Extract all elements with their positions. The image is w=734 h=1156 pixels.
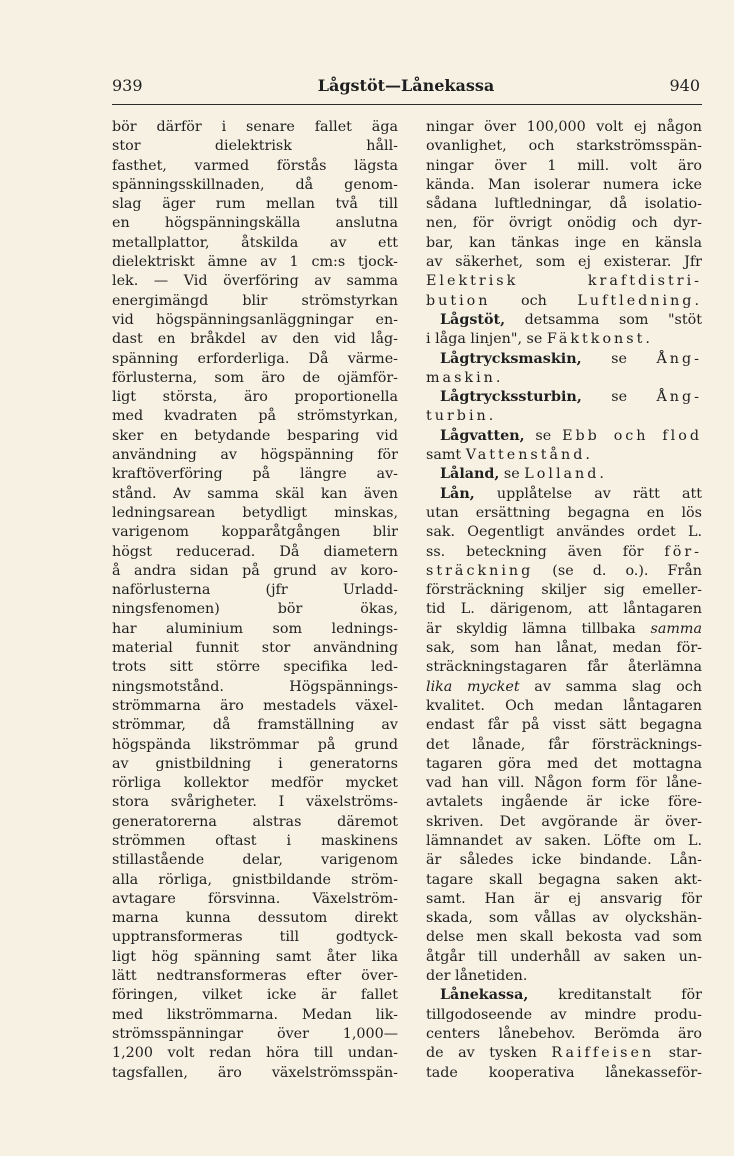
text-line [426, 620, 702, 639]
entry-headword: Lånekassa, [440, 987, 529, 1004]
text-fragment: se [581, 389, 657, 406]
text-line: tade kooperativa lånekasseför- [426, 1064, 702, 1081]
entry-lagvatten [426, 427, 702, 446]
text-fragment: star- [654, 1045, 702, 1062]
text-line: material funnit stor användning [112, 640, 398, 657]
text-line: trots sitt större specifika led- [112, 659, 398, 676]
entry-headword: Lågvatten, [440, 427, 525, 444]
text-line [426, 292, 702, 311]
text-line: Elektrisk kraftdistri- [426, 273, 702, 290]
text-line: upptransformeras till godtyck- [112, 929, 398, 946]
text-line: skada, som vållas av olyckshän- [426, 910, 702, 927]
text-line: tagaren göra med det mottagna [426, 755, 702, 772]
text-fragment: (se d. o.). Från [533, 562, 702, 579]
text-line: alla rörliga, gnistbildande ström- [112, 871, 398, 888]
text-fragment: detsamma som "stöt [505, 311, 702, 328]
text-line: ningsfenomen) bör ökas, [112, 601, 398, 618]
spaced-term: för- [664, 543, 702, 560]
text-line: endast får på visst sätt begagna [426, 717, 702, 734]
text-line: är således icke bindande. Lån- [426, 852, 702, 869]
entry-lanekassa [426, 986, 702, 1005]
text-line: sker en betydande besparing vid [112, 427, 398, 444]
text-line: ovanlighet, och starkströmsspän- [426, 138, 702, 155]
text-line: spänning erforderliga. Då värme- [112, 350, 398, 367]
text-line: avtagare försvinna. Växelström- [112, 890, 398, 907]
text-line: det lånade, får försträcknings- [426, 736, 702, 753]
text-line: stånd. Av samma skäl kan även [112, 485, 398, 502]
text-line: nen, för övrigt onödig och dyr- [426, 215, 702, 232]
text-line: ligt största, äro proportionella [112, 389, 398, 406]
entry-laland [426, 465, 702, 484]
text-line: tagsfallen, äro växelströmsspän- [112, 1064, 398, 1081]
text-line: generatorerna alstras däremot [112, 813, 398, 830]
text-line: kända. Man isolerar numera icke [426, 176, 702, 193]
text-line: lek. — Vid överföring av samma [112, 273, 398, 290]
text-line [426, 543, 702, 562]
text-line: försträckning skiljer sig emeller- [426, 582, 702, 599]
text-line: stillastående delar, varigenom [112, 852, 398, 869]
italic-term: samma [650, 620, 702, 637]
text-fragment: och [490, 292, 578, 309]
text-line: sak. Oegentligt användes ordet L. [426, 524, 702, 541]
text-fragment: i låga linjen", se [426, 331, 547, 348]
text-line: vid högspänningsanläggningar en- [112, 311, 398, 328]
text-line: skriven. Det avgörande är över- [426, 813, 702, 830]
text-line: dielektriskt ämne av 1 cm:s tjock- [112, 254, 398, 271]
text-line: strömsspänningar över 1,000— [112, 1025, 398, 1042]
right-page-number: 940 [669, 76, 700, 95]
text-line: strömmar, då framställning av [112, 717, 398, 734]
text-fragment: kreditanstalt för [528, 987, 702, 1004]
text-line: der lånetiden. [426, 968, 528, 985]
text-line: turbin. [426, 408, 497, 425]
text-line: högst reducerad. Då diametern [112, 543, 398, 560]
text-line: ningar över 1 mill. volt äro [426, 157, 702, 174]
page-header [112, 76, 700, 102]
text-line [426, 1044, 702, 1063]
spaced-term: Ebb och flod [562, 427, 703, 444]
text-line: högspända likströmmar på grund [112, 736, 398, 753]
text-line: bör därför i senare fallet äga [112, 119, 398, 135]
text-line [426, 562, 702, 581]
text-line: tid L. därigenom, att låntagaren [426, 601, 702, 618]
text-line: strömmen oftast i maskinens [112, 832, 398, 849]
entry-headword: Lågtryckssturbin, [440, 389, 582, 406]
entry-headword: Låland, [440, 466, 500, 483]
text-line: stor dielektrisk håll- [112, 138, 398, 155]
text-line: 1,200 volt redan höra till undan- [112, 1045, 398, 1062]
text-line: centers lånebehov. Berömda äro [426, 1025, 702, 1042]
spaced-term: Ång- [656, 389, 702, 406]
text-line: maskin. [426, 369, 504, 386]
text-line: ningar över 100,000 volt ej någon [426, 119, 702, 135]
text-line [426, 446, 702, 465]
text-line: föringen, vilket icke är fallet [112, 987, 398, 1004]
right-column [426, 118, 703, 1081]
text-fragment: se [581, 350, 657, 367]
italic-term: lika mycket [426, 678, 520, 695]
text-fragment: samt [426, 447, 466, 464]
text-line: energimängd blir strömstyrkan [112, 292, 398, 309]
spaced-term: Luftledning. [577, 292, 702, 309]
text-line [426, 330, 702, 349]
text-line: ningsmotstånd. Högspännings- [112, 678, 398, 695]
text-line: av gnistbildning i generatorns [112, 755, 398, 772]
spaced-term: Ång- [656, 350, 702, 367]
text-line: förlusterna, som äro de ojämför- [112, 369, 398, 386]
text-line: kvalitet. Och medan låntagaren [426, 697, 702, 714]
text-line: strömmarna äro mestadels växel- [112, 697, 398, 714]
text-line: slag äger rum mellan två till [112, 196, 398, 213]
text-fragment: är skyldig lämna tillbaka [426, 620, 651, 637]
text-fragment: de av tysken [426, 1045, 552, 1062]
text-line: samt. Han är ej ansvarig för [426, 890, 702, 907]
entry-headword: Lån, [440, 485, 475, 502]
spaced-term: Vattenstånd. [465, 447, 593, 464]
text-line: å andra sidan på grund av koro- [112, 562, 398, 579]
text-line: har aluminium som lednings- [112, 620, 398, 637]
entry-lan [426, 485, 702, 504]
text-line: vad han vill. Någon form för låne- [426, 775, 702, 792]
text-line: sådana luftledningar, då isolatio- [426, 196, 702, 213]
text-line: en högspänningskälla anslutna [112, 215, 398, 232]
left-column [112, 118, 398, 1081]
entry-headword: Lågstöt, [440, 311, 506, 328]
entry-lagstot [426, 311, 702, 330]
text-line: naförlusterna (jfr Urladd- [112, 582, 398, 599]
text-fragment: upplåtelse av rätt att [474, 485, 702, 502]
text-line: ledningsarean betydligt minskas, [112, 504, 398, 521]
spaced-term: Lolland. [524, 466, 607, 483]
text-line: åtgår till underhåll av saken un- [426, 948, 702, 965]
text-line: tillgodoseende av mindre produ- [426, 1006, 702, 1023]
text-line: delse men skall bekosta vad som [426, 929, 702, 946]
text-fragment: se [524, 427, 563, 444]
text-fragment: se [499, 466, 525, 483]
text-line: fasthet, varmed förstås lägsta [112, 157, 398, 174]
text-line: rörliga kollektor medför mycket [112, 775, 398, 792]
text-line: kraftöverföring på längre av- [112, 466, 398, 483]
text-line: ligt hög spänning samt åter lika [112, 948, 398, 965]
text-line: sträckningstagaren får återlämna [426, 659, 702, 676]
text-line: marna kunna dessutom direkt [112, 910, 398, 927]
text-fragment: av samma slag och [519, 678, 703, 695]
left-page-number: 939 [112, 76, 143, 95]
text-line: av säkerhet, som ej existerar. Jfr [426, 254, 702, 271]
text-line: varigenom kopparåtgången blir [112, 524, 398, 541]
text-line: dast en bråkdel av den vid låg- [112, 331, 398, 348]
spaced-term: Raiffeisen [551, 1045, 655, 1062]
entry-headword: Lågtrycksmaskin, [440, 350, 582, 367]
text-line [426, 678, 702, 697]
spaced-term: sträckning [426, 562, 534, 579]
entry-lagtrycksturbin [426, 388, 702, 407]
text-line: med likströmmarna. Medan lik- [112, 1006, 398, 1023]
spaced-term: Fäktkonst. [546, 331, 653, 348]
text-line: spänningsskillnaden, då genom- [112, 176, 398, 193]
text-line: lätt nedtransformeras efter över- [112, 968, 398, 985]
spaced-term: bution [426, 292, 491, 309]
text-line: användning av högspänning för [112, 447, 398, 464]
running-title: Lågstöt—Lånekassa [317, 76, 495, 95]
text-line: utan ersättning begagna en lös [426, 504, 702, 521]
text-line: tagare skall begagna saken akt- [426, 871, 702, 888]
text-line: stora svårigheter. I växelströms- [112, 794, 398, 811]
text-line: metallplattor, åtskilda av ett [112, 234, 398, 251]
header-rule [112, 104, 702, 105]
text-line: bar, kan tänkas inge en känsla [426, 234, 702, 251]
entry-lagtrycksmaskin [426, 350, 702, 369]
text-line: lämnandet av saken. Löfte om L. [426, 832, 702, 849]
text-line: sak, som han lånat, medan för- [426, 640, 702, 657]
text-line: avtalets ingående är icke före- [426, 794, 702, 811]
text-line: med kvadraten på strömstyrkan, [112, 408, 398, 425]
text-fragment: ss. beteckning även för [426, 543, 665, 560]
